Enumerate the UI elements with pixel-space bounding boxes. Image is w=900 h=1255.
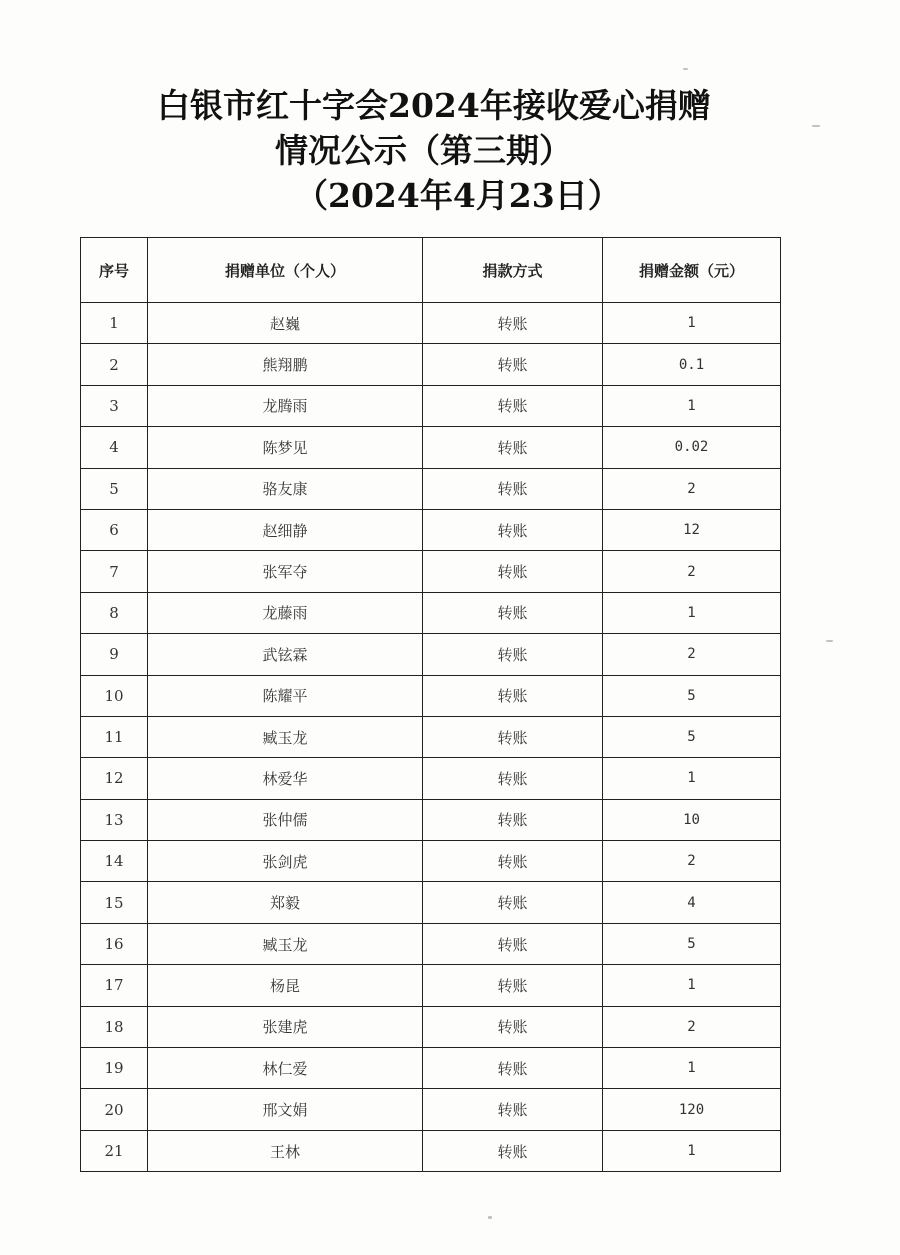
row-index-cell: 9 (81, 634, 148, 675)
donation-amount-cell: 5 (603, 923, 781, 964)
payment-method-cell: 转账 (423, 716, 603, 757)
donation-amount-cell: 2 (603, 841, 781, 882)
payment-method-cell: 转账 (423, 344, 603, 385)
donor-name-cell: 林爱华 (148, 758, 423, 799)
row-index-cell: 13 (81, 799, 148, 840)
row-index-cell: 5 (81, 468, 148, 509)
donation-amount-cell: 1 (603, 1130, 781, 1171)
donation-amount-cell: 5 (603, 716, 781, 757)
payment-method-cell: 转账 (423, 1130, 603, 1171)
donation-amount-cell: 2 (603, 634, 781, 675)
donor-name-cell: 陈耀平 (148, 675, 423, 716)
table-row (81, 799, 781, 840)
payment-method-cell: 转账 (423, 923, 603, 964)
donor-name-cell: 王林 (148, 1130, 423, 1171)
row-index-cell: 19 (81, 1048, 148, 1089)
payment-method-cell: 转账 (423, 1089, 603, 1130)
donation-amount-cell: 0.02 (603, 427, 781, 468)
row-index-cell: 8 (81, 592, 148, 633)
row-index-cell: 21 (81, 1130, 148, 1171)
table-row (81, 385, 781, 426)
donation-amount-cell: 10 (603, 799, 781, 840)
donor-name-cell: 张军夺 (148, 551, 423, 592)
donation-amount-cell: 2 (603, 1006, 781, 1047)
payment-method-cell: 转账 (423, 841, 603, 882)
donation-amount-cell: 5 (603, 675, 781, 716)
table-row (81, 1048, 781, 1089)
table-row (81, 841, 781, 882)
payment-method-cell: 转账 (423, 675, 603, 716)
donation-amount-cell: 1 (603, 758, 781, 799)
donor-name-cell: 陈梦见 (148, 427, 423, 468)
row-index-cell: 14 (81, 841, 148, 882)
scan-speck (683, 68, 688, 70)
donor-name-cell: 赵巍 (148, 303, 423, 344)
donation-amount-cell: 2 (603, 468, 781, 509)
table-row (81, 675, 781, 716)
row-index-cell: 12 (81, 758, 148, 799)
donation-amount-cell: 1 (603, 303, 781, 344)
table-row (81, 303, 781, 344)
donor-name-cell: 张仲儒 (148, 799, 423, 840)
payment-method-cell: 转账 (423, 758, 603, 799)
payment-method-cell: 转账 (423, 509, 603, 550)
donor-name-cell: 张建虎 (148, 1006, 423, 1047)
row-index-cell: 1 (81, 303, 148, 344)
header-amount: 捐赠金额（元） (603, 238, 781, 303)
scan-speck (488, 1216, 492, 1219)
payment-method-cell: 转账 (423, 1048, 603, 1089)
donor-name-cell: 赵细静 (148, 509, 423, 550)
row-index-cell: 3 (81, 385, 148, 426)
row-index-cell: 2 (81, 344, 148, 385)
row-index-cell: 11 (81, 716, 148, 757)
table-row (81, 344, 781, 385)
donor-name-cell: 龙腾雨 (148, 385, 423, 426)
row-index-cell: 4 (81, 427, 148, 468)
table-header-row (81, 238, 781, 303)
table-row (81, 716, 781, 757)
payment-method-cell: 转账 (423, 634, 603, 675)
row-index-cell: 20 (81, 1089, 148, 1130)
donor-name-cell: 臧玉龙 (148, 716, 423, 757)
donation-amount-cell: 2 (603, 551, 781, 592)
row-index-cell: 15 (81, 882, 148, 923)
donor-name-cell: 林仁爱 (148, 1048, 423, 1089)
donor-name-cell: 杨昆 (148, 965, 423, 1006)
donation-amount-cell: 12 (603, 509, 781, 550)
table-row (81, 592, 781, 633)
donation-amount-cell: 4 (603, 882, 781, 923)
table-row (81, 634, 781, 675)
scan-speck (812, 125, 820, 127)
payment-method-cell: 转账 (423, 468, 603, 509)
table-row (81, 509, 781, 550)
donation-table-container (80, 237, 780, 1172)
table-row (81, 758, 781, 799)
payment-method-cell: 转账 (423, 882, 603, 923)
table-row (81, 551, 781, 592)
table-row (81, 882, 781, 923)
table-row (81, 1089, 781, 1130)
row-index-cell: 17 (81, 965, 148, 1006)
donation-amount-cell: 0.1 (603, 344, 781, 385)
donor-name-cell: 龙藤雨 (148, 592, 423, 633)
scan-speck (826, 640, 833, 642)
payment-method-cell: 转账 (423, 303, 603, 344)
table-row (81, 427, 781, 468)
table-row (81, 1006, 781, 1047)
payment-method-cell: 转账 (423, 1006, 603, 1047)
table-row (81, 923, 781, 964)
payment-method-cell: 转账 (423, 551, 603, 592)
header-donor: 捐赠单位（个人） (148, 238, 423, 303)
table-body (81, 303, 781, 1172)
donor-name-cell: 熊翔鹏 (148, 344, 423, 385)
header-method: 捐款方式 (423, 238, 603, 303)
payment-method-cell: 转账 (423, 592, 603, 633)
payment-method-cell: 转账 (423, 799, 603, 840)
table-row (81, 468, 781, 509)
donor-name-cell: 张剑虎 (148, 841, 423, 882)
donor-name-cell: 骆友康 (148, 468, 423, 509)
payment-method-cell: 转账 (423, 427, 603, 468)
donor-name-cell: 郑毅 (148, 882, 423, 923)
table-row (81, 1130, 781, 1171)
title-line-2: 情况公示（第三期） (275, 131, 572, 170)
row-index-cell: 10 (81, 675, 148, 716)
row-index-cell: 16 (81, 923, 148, 964)
title-line-1: 白银市红十字会2024年接收爱心捐赠 (157, 86, 711, 125)
table-row (81, 965, 781, 1006)
title-line-3: （2024年4月23日） (295, 176, 621, 215)
payment-method-cell: 转账 (423, 385, 603, 426)
payment-method-cell: 转账 (423, 965, 603, 1006)
donation-table (80, 237, 781, 1172)
donor-name-cell: 臧玉龙 (148, 923, 423, 964)
donation-amount-cell: 120 (603, 1089, 781, 1130)
donation-amount-cell: 1 (603, 592, 781, 633)
row-index-cell: 7 (81, 551, 148, 592)
donation-amount-cell: 1 (603, 1048, 781, 1089)
donor-name-cell: 武铉霖 (148, 634, 423, 675)
header-index: 序号 (81, 238, 148, 303)
row-index-cell: 18 (81, 1006, 148, 1047)
donor-name-cell: 邢文娟 (148, 1089, 423, 1130)
donation-amount-cell: 1 (603, 965, 781, 1006)
row-index-cell: 6 (81, 509, 148, 550)
donation-amount-cell: 1 (603, 385, 781, 426)
